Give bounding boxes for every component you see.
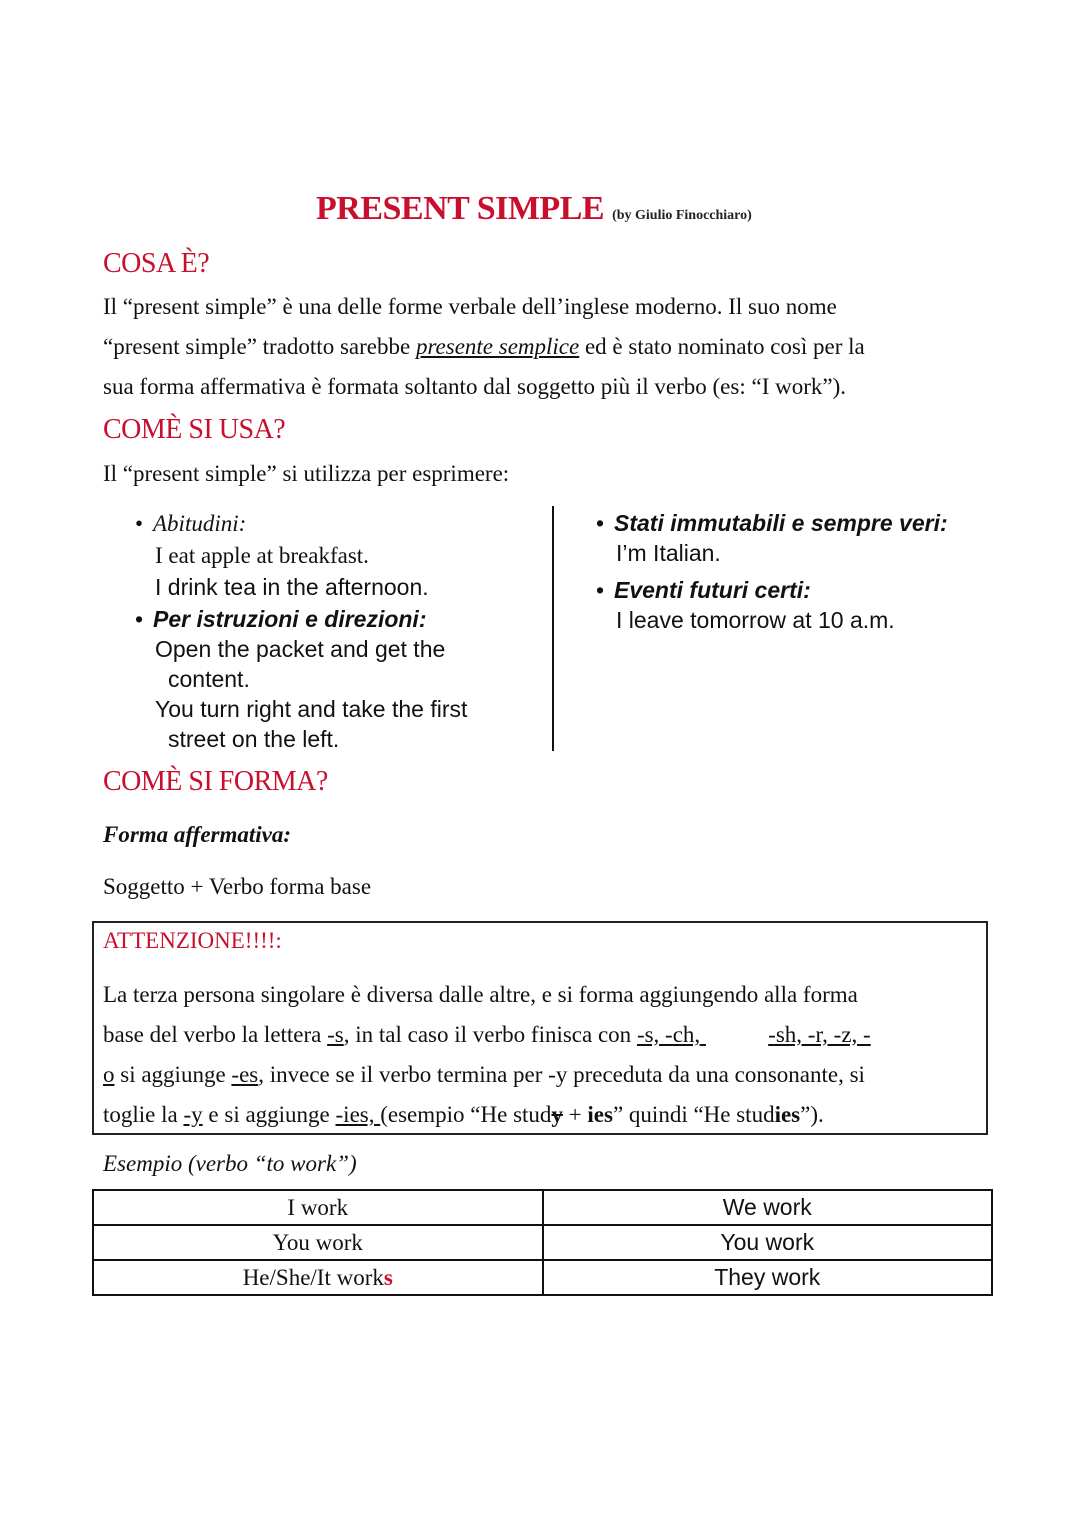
- formula-text: Soggetto + Verbo forma base: [103, 874, 372, 899]
- intro-line-1: Il “present simple” è una delle forme verbale dell’inglese moderno. Il suo nome: [103, 294, 837, 319]
- example-line: content.: [168, 666, 250, 692]
- table-cell: He/She/It works: [93, 1260, 543, 1295]
- intro-line-2: “present simple” tradotto sarebbe presente semplice ed è stato nominato così per la: [103, 334, 865, 359]
- item-title: Stati immutabili e sempre veri:: [614, 510, 948, 536]
- example-label: Esempio (verbo “to work”): [103, 1151, 357, 1176]
- page-header: [316, 190, 752, 228]
- usage-right-column: [596, 508, 1016, 635]
- list-item-istruzioni: [135, 604, 545, 634]
- attention-line-1: La terza persona singolare è diversa dalle altre, e si forma aggiungendo alla forma: [103, 982, 858, 1007]
- attention-line-3: o si aggiunge -es, invece se il verbo termina per -y preceduta da una consonante, si: [103, 1062, 865, 1087]
- heading-cosa-e: COSA È?: [103, 248, 210, 279]
- author-byline: (by Giulio Finocchiaro): [612, 208, 752, 223]
- example-line: I drink tea in the afternoon.: [155, 574, 429, 600]
- item-title: Eventi futuri certi:: [614, 577, 811, 603]
- table-cell: You work: [93, 1225, 543, 1260]
- bullet-icon: •: [596, 510, 605, 536]
- column-divider: [552, 506, 554, 751]
- bullet-icon: •: [135, 511, 144, 536]
- example-line: I eat apple at breakfast.: [155, 543, 369, 568]
- attention-title: ATTENZIONE!!!!:: [103, 928, 282, 953]
- table-cell: They work: [543, 1260, 993, 1295]
- list-item-abitudini: [135, 508, 545, 540]
- heading-come-si-forma: COMÈ SI FORMA?: [103, 766, 328, 797]
- example-line: street on the left.: [168, 726, 340, 752]
- example-line: I leave tomorrow at 10 a.m.: [616, 607, 895, 633]
- attention-line-4: toglie la -y e si aggiunge -ies, (esempio “He study + ies” quindi “He studies”).: [103, 1102, 824, 1127]
- bullet-icon: •: [596, 577, 605, 603]
- attention-line-2: base del verbo la lettera -s, in tal caso il verbo finisca con -s, -ch, -sh, -r, -z, -: [103, 1022, 871, 1047]
- bullet-icon: •: [135, 606, 144, 632]
- example-line: Open the packet and get the: [155, 636, 446, 662]
- attention-text: [103, 975, 983, 1135]
- table-row: [93, 1260, 992, 1295]
- example-line: You turn right and take the first: [155, 696, 468, 722]
- list-item-eventi: [596, 575, 1016, 605]
- usage-intro: Il “present simple” si utilizza per esprimere:: [103, 461, 510, 486]
- conjugation-table: [92, 1189, 993, 1296]
- table-row: [93, 1190, 992, 1225]
- item-title: Abitudini:: [153, 511, 247, 536]
- table-cell: We work: [543, 1190, 993, 1225]
- heading-come-si-usa: COMÈ SI USA?: [103, 414, 286, 445]
- list-item-stati: [596, 508, 1016, 538]
- item-title: Per istruzioni e direzioni:: [153, 606, 427, 632]
- example-line: I’m Italian.: [616, 540, 721, 566]
- table-row: [93, 1225, 992, 1260]
- italian-translation: presente semplice: [415, 334, 580, 359]
- subheading-forma-affermativa: Forma affermativa:: [103, 822, 292, 847]
- page-title: PRESENT SIMPLE: [316, 190, 605, 227]
- third-person-suffix: s: [383, 1264, 393, 1290]
- intro-paragraph: [103, 287, 1003, 407]
- table-cell: You work: [543, 1225, 993, 1260]
- intro-line-3: sua forma affermativa è formata soltanto dal soggetto più il verbo (es: “I work”).: [103, 374, 846, 399]
- table-cell: I work: [93, 1190, 543, 1225]
- usage-left-column: [135, 508, 545, 754]
